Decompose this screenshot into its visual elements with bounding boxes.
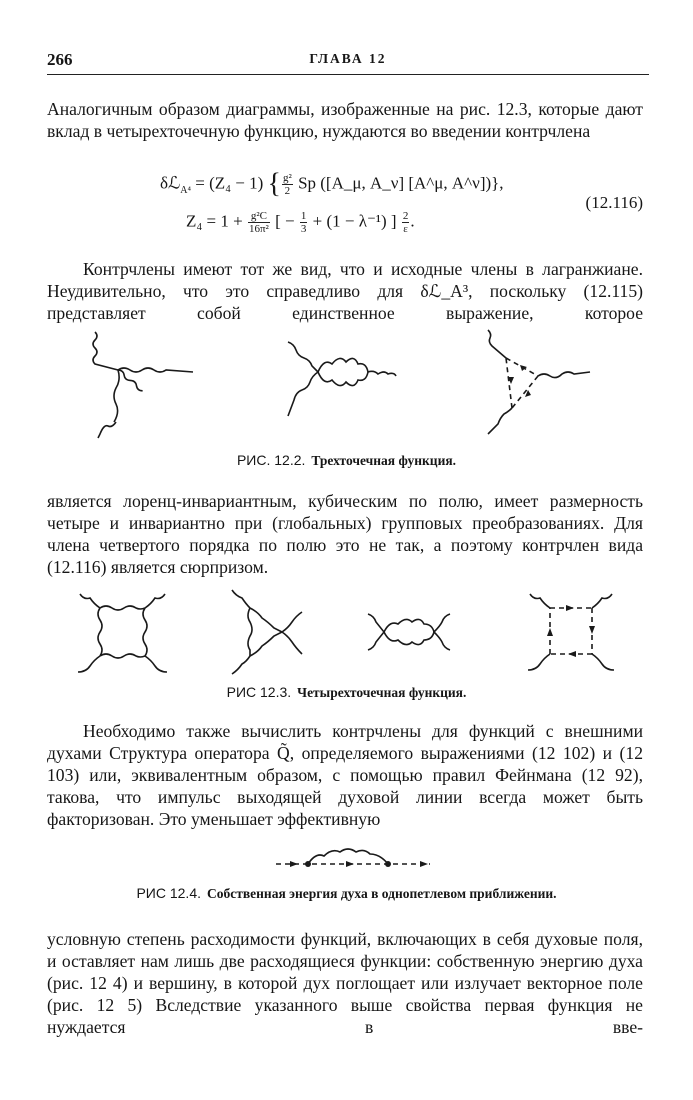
diagram-ghost-self-energy bbox=[276, 849, 430, 867]
diagram-wavy-triangle-4pt bbox=[232, 590, 302, 674]
eq1-rhs-start: = (Z₄ − 1) bbox=[195, 173, 264, 193]
figure-12-3-label: РИС 12.3. bbox=[226, 684, 292, 700]
equation-line-2: Z₄ = 1 + $\frac{\text{g²C}}{\text{16π²}}$ [ − $\frac{1}{3}$ + (1 − λ⁻¹) ] $\frac{2}{\varepsilon}$ . bbox=[186, 210, 415, 235]
diagram-wavy-bubble-4pt bbox=[368, 614, 450, 650]
paragraph-3: является лоренц-инвариантным, кубическим по полю, имеет размерность четыре и инвариантно при (глобальных) групповых преобразованиях. Для члена четвертого порядка по полю это не так, а поэтому контрчлен вида (12.116) является сюрпризом. bbox=[47, 491, 643, 577]
diagram-wavy-square bbox=[78, 594, 167, 672]
figure-12-2-title: Трехточечная функция. bbox=[311, 453, 457, 468]
eq1-lhs-sub: A⁴ bbox=[180, 184, 191, 196]
diagram-wavy-bubble bbox=[288, 342, 396, 416]
figure-12-3-caption bbox=[0, 684, 693, 702]
paragraph-5: условную степень расходимости функций, включающих в себя духовые поля, и оставляет нам лишь две расходящиеся функции: собственную энергию духа (рис. 12 4) и вершину, в которой дух поглощает или излучает векторное поле (рис. 12 5) Вследствие указанного выше свойства первая функция не нуждается в вве- bbox=[47, 929, 643, 1037]
figure-12-2-label: РИС. 12.2. bbox=[236, 452, 306, 468]
eq1-fraction: $\frac{\text{g²}}{2}$ bbox=[283, 172, 292, 197]
eq2-fraction-1: $\frac{\text{g²C}}{\text{16π²}}$ bbox=[249, 210, 269, 235]
eq2-fraction-2: $\frac{1}{3}$ bbox=[300, 210, 307, 235]
eq1-lhs: δℒ bbox=[160, 173, 181, 193]
figure-12-2-caption bbox=[0, 452, 693, 470]
open-brace: { bbox=[267, 168, 281, 200]
page-number: 266 bbox=[47, 50, 73, 69]
figure-12-4-diagram bbox=[0, 838, 693, 878]
equation-number: (12.116) bbox=[585, 193, 643, 212]
page-header bbox=[47, 50, 649, 75]
figure-12-4-label: РИС 12.4. bbox=[136, 885, 201, 901]
eq2-fraction-3: $\frac{2}{\varepsilon}$ bbox=[402, 210, 409, 235]
figure-12-4-caption bbox=[0, 885, 693, 903]
eq1-rhs-end: Sp ([A_μ, A_ν] [A^μ, A^ν])}, bbox=[298, 173, 504, 193]
paragraph-2: Контрчлены имеют тот же вид, что и исходные члены в лагранжиане. Неудивительно, что это справедливо для δℒ_A³, поскольку (12.115) представляет собой единственное выражение, которое bbox=[47, 259, 643, 323]
eq2-lhs: Z₄ = 1 + bbox=[186, 211, 243, 231]
diagram-ghost-square bbox=[528, 594, 614, 670]
paragraph-4: Необходимо также вычислить контрчлены для функций с внешними духами Структура оператора Q̃, определяемого выражениями (12 102) и (12 103) или, эквивалентным образом, с помощью правил Фейнмана (12 92), такова, что импульс выходящей духовой линии всегда может быть факторизован. Это уменьшает эффективную bbox=[47, 721, 643, 829]
figure-12-3-diagrams bbox=[0, 586, 693, 686]
diagram-ghost-triangle bbox=[488, 330, 590, 434]
eq2-mid-a: [ − bbox=[275, 211, 295, 231]
paragraph-1: Аналогичным образом диаграммы, изображенные на рис. 12.3, которые дают вклад в четырехточечную функцию, нуждаются во введении контрчлена bbox=[47, 99, 643, 141]
diagram-wavy-triangle bbox=[93, 332, 193, 438]
figure-12-4-title: Собственная энергия духа в однопетлевом приближении. bbox=[207, 886, 557, 901]
equation-line-1 bbox=[160, 168, 504, 200]
chapter-title: ГЛАВА 12 bbox=[309, 51, 387, 66]
figure-12-2-diagrams bbox=[0, 320, 693, 450]
figure-12-3-title: Четырехточечная функция. bbox=[297, 685, 467, 700]
eq2-mid-b: + (1 − λ⁻¹) ] bbox=[312, 211, 397, 231]
